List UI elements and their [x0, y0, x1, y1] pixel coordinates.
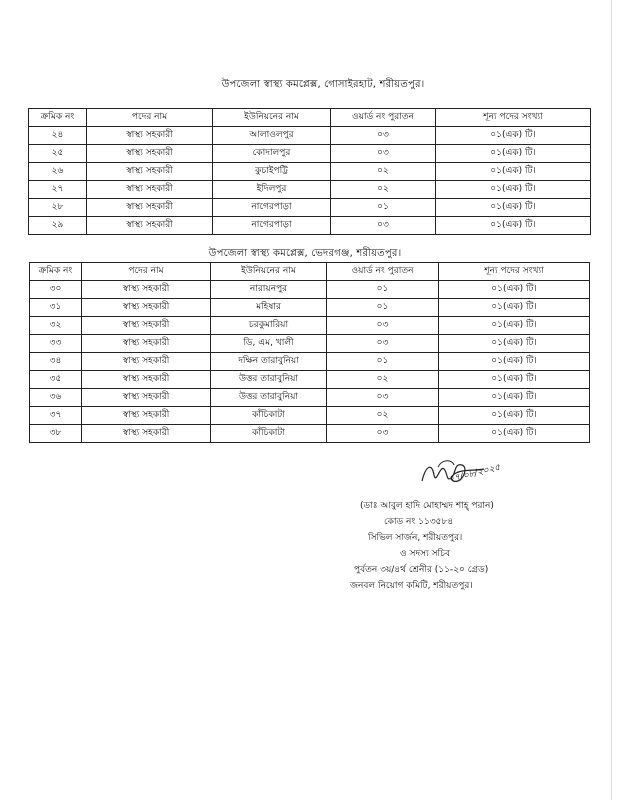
table-cell: ০১(এক) টি।	[439, 407, 590, 425]
column-header: শূন্য পদের সংখ্যা	[436, 109, 591, 127]
table-row	[30, 281, 590, 299]
table-row	[29, 145, 591, 163]
table-cell: স্বাস্থ্য সহকারী	[87, 199, 213, 217]
table-cell: ০৩	[331, 145, 436, 163]
table-row	[30, 425, 590, 443]
table-cell: স্বাস্থ্য সহকারী	[82, 353, 211, 371]
table-cell: ২৭	[29, 181, 87, 199]
table-cell: ০১(এক) টি।	[439, 371, 590, 389]
table-cell: কুচাইপট্টি	[213, 163, 331, 181]
table-cell: ৩২	[30, 317, 82, 335]
table-cell: স্বাস্থ্য সহকারী	[82, 425, 211, 443]
signatory-block	[350, 498, 540, 594]
table-cell: ৩৫	[30, 371, 82, 389]
table-row	[30, 317, 590, 335]
table-cell: ৩৪	[30, 353, 82, 371]
table-cell: ৩৩	[30, 335, 82, 353]
table-cell: ০১(এক) টি।	[439, 317, 590, 335]
table-cell: ০২	[327, 371, 439, 389]
vacancy-table-bhedarganj	[29, 262, 590, 443]
table-cell: ০১(এক) টি।	[436, 199, 591, 217]
table-cell: স্বাস্থ্য সহকারী	[82, 317, 211, 335]
table-cell: ২৬	[29, 163, 87, 181]
vacancy-table-gosairhat	[28, 108, 591, 235]
table-row	[29, 181, 591, 199]
table-cell: ০১	[331, 199, 436, 217]
table-cell: ০১(এক) টি।	[436, 127, 591, 145]
column-header: ক্রমিক নং	[30, 263, 82, 281]
table-row	[30, 335, 590, 353]
column-header: ইউনিয়নের নাম	[211, 263, 327, 281]
table-cell: নাগেরপাড়া	[213, 199, 331, 217]
table-cell: স্বাস্থ্য সহকারী	[82, 371, 211, 389]
table-cell: ০২	[327, 407, 439, 425]
column-header: ক্রমিক নং	[29, 109, 87, 127]
signatory-name: (ডাঃ আবুল হাদি মোহাম্মদ শাহ্ পরান)	[360, 501, 494, 511]
table-cell: ২৮	[29, 199, 87, 217]
table-cell: ০৩	[327, 389, 439, 407]
table-cell: ০১(এক) টি।	[436, 145, 591, 163]
column-header: পদের নাম	[82, 263, 211, 281]
table-cell: ০১(এক) টি।	[436, 181, 591, 199]
table-cell: উত্তর তারাবুনিয়া	[211, 389, 327, 407]
table-header-row	[30, 263, 590, 281]
table-cell: ০১	[327, 281, 439, 299]
table-cell: স্বাস্থ্য সহকারী	[82, 335, 211, 353]
table-cell: ৩৭	[30, 407, 82, 425]
table-cell: ০৩	[331, 217, 436, 235]
table-cell: স্বাস্থ্য সহকারী	[87, 145, 213, 163]
table-row	[30, 299, 590, 317]
signatory-designation: সিভিল সার্জন, শরীয়তপুর।	[368, 533, 463, 543]
table-cell: ২৫	[29, 145, 87, 163]
table-cell: ইদিলপুর	[213, 181, 331, 199]
table-header-row	[29, 109, 591, 127]
table-cell: ০১(এক) টি।	[439, 389, 590, 407]
table-cell: স্বাস্থ্য সহকারী	[87, 217, 213, 235]
table-cell: মহিষার	[211, 299, 327, 317]
column-header: ওয়ার্ড নং পুরাতন	[327, 263, 439, 281]
signature-date: ২৭/০৮/২০২৫	[447, 462, 502, 486]
table-row	[30, 371, 590, 389]
table-cell: স্বাস্থ্য সহকারী	[82, 389, 211, 407]
table-row	[30, 353, 590, 371]
section-2-title: উপজেলা স্বাস্থ্য কমপ্লেক্স, ভেদরগঞ্জ, শরীয়তপুর।	[208, 248, 402, 259]
table-cell: স্বাস্থ্য সহকারী	[82, 407, 211, 425]
column-header: ওয়ার্ড নং পুরাতন	[331, 109, 436, 127]
table-row	[30, 407, 590, 425]
table-cell: চরকুমারিয়া	[211, 317, 327, 335]
table-cell: ৩৮	[30, 425, 82, 443]
page-edge	[611, 0, 612, 800]
signatory-code: কোড নং ১১৩৫৮৪	[384, 517, 454, 527]
table-cell: ০১(এক) টি।	[436, 163, 591, 181]
table-cell: ডি, এম, খালী	[211, 335, 327, 353]
table-cell: ০১(এক) টি।	[439, 281, 590, 299]
table-cell: ০৩	[327, 425, 439, 443]
table-cell: স্বাস্থ্য সহকারী	[87, 181, 213, 199]
table-cell: ২৪	[29, 127, 87, 145]
column-header: পদের নাম	[87, 109, 213, 127]
table-cell: ৩৬	[30, 389, 82, 407]
table-row	[30, 389, 590, 407]
table-cell: ০২	[331, 163, 436, 181]
table-cell: আলাওলপুর	[213, 127, 331, 145]
table-cell: ০৩	[331, 127, 436, 145]
table-row	[29, 199, 591, 217]
table-cell: নারায়নপুর	[211, 281, 327, 299]
table-cell: কাঁচিকাটা	[211, 407, 327, 425]
table-cell: ৩০	[30, 281, 82, 299]
column-header: শূন্য পদের সংখ্যা	[439, 263, 590, 281]
table-cell: কোদালপুর	[213, 145, 331, 163]
table-cell: ৩১	[30, 299, 82, 317]
table-cell: ০১(এক) টি।	[436, 217, 591, 235]
table-row	[29, 217, 591, 235]
table-cell: কাঁচিকাটা	[211, 425, 327, 443]
table-cell: ০১	[327, 353, 439, 371]
table-cell: ০১(এক) টি।	[439, 425, 590, 443]
table-cell: ০২	[331, 181, 436, 199]
table-row	[29, 163, 591, 181]
table-cell: ০১(এক) টি।	[439, 353, 590, 371]
column-header: ইউনিয়নের নাম	[213, 109, 331, 127]
table-cell: ০১(এক) টি।	[439, 299, 590, 317]
table-row	[29, 127, 591, 145]
signatory-role: ও সদস্য সচিব	[400, 549, 450, 559]
table-cell: ২৯	[29, 217, 87, 235]
table-cell: স্বাস্থ্য সহকারী	[82, 299, 211, 317]
section-1-title: উপজেলা স্বাস্থ্য কমপ্লেক্স, গোসাইরহাট, শরীয়তপুর।	[221, 79, 425, 90]
table-cell: ০৩	[327, 317, 439, 335]
table-cell: ০১(এক) টি।	[439, 335, 590, 353]
signatory-committee-grade: পুর্বতন ৩য়/৪র্থ শ্রেনীর (১১-২০ গ্রেড)	[354, 565, 489, 575]
table-cell: ০৩	[327, 335, 439, 353]
table-cell: স্বাস্থ্য সহকারী	[87, 163, 213, 181]
table-cell: স্বাস্থ্য সহকারী	[87, 127, 213, 145]
table-cell: নাগেরপাড়া	[213, 217, 331, 235]
signatory-committee-name: জনবল নিয়োগ কমিটি, শরীয়তপুর।	[350, 581, 473, 591]
table-cell: দক্ষিন তারাবুনিয়া	[211, 353, 327, 371]
table-cell: ০১	[327, 299, 439, 317]
table-cell: স্বাস্থ্য সহকারী	[82, 281, 211, 299]
table-cell: উত্তর তারাবুনিয়া	[211, 371, 327, 389]
